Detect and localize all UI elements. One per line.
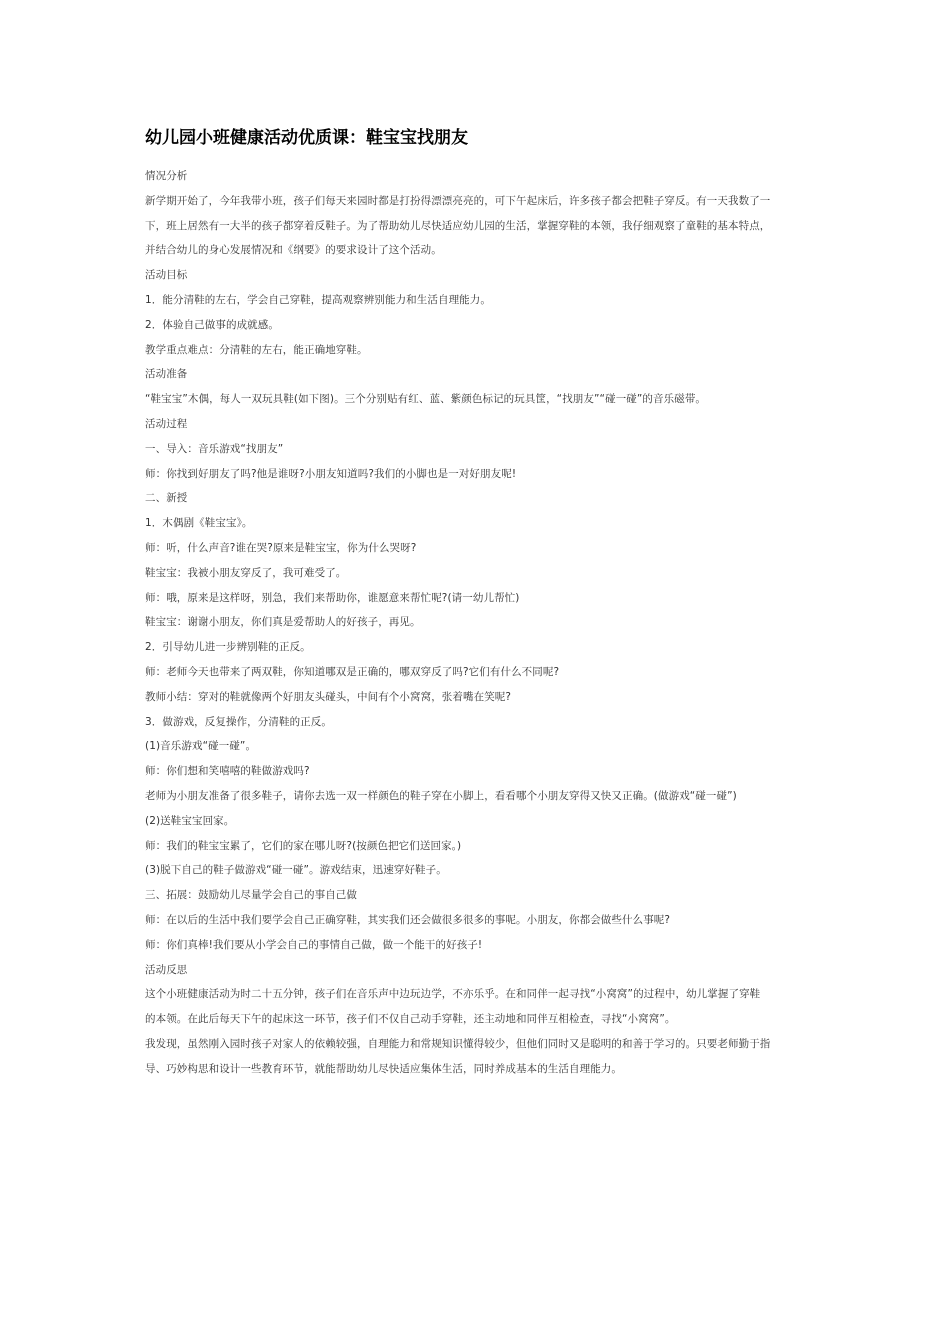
section-heading-goals: 活动目标	[145, 269, 188, 282]
paragraph-line: 下，班上居然有一大半的孩子都穿着反鞋子。为了帮助幼儿尽快适应幼儿园的生活，掌握穿鞋的本领，我仔细观察了童鞋的基本特点，	[145, 219, 771, 232]
paragraph-line: 三、拓展：鼓励幼儿尽量学会自己的事自己做	[145, 889, 357, 902]
paragraph-line: 这个小班健康活动为时二十五分钟，孩子们在音乐声中边玩边学，不亦乐乎。在和同伴一起寻找“小窝窝”的过程中，幼儿掌握了穿鞋	[145, 988, 761, 1001]
paragraph-line: 1．木偶剧《鞋宝宝》。	[145, 517, 253, 530]
paragraph-line: 二、新授	[145, 492, 188, 505]
paragraph-line: 1．能分清鞋的左右，学会自己穿鞋，提高观察辨别能力和生活自理能力。	[145, 293, 491, 306]
paragraph-line: 鞋宝宝：谢谢小朋友，你们真是爱帮助人的好孩子，再见。	[145, 616, 421, 629]
paragraph-line: 鞋宝宝：我被小朋友穿反了，我可难受了。	[145, 566, 347, 579]
paragraph-line: 2．体验自己做事的成就感。	[145, 318, 279, 331]
paragraph-line: “鞋宝宝”木偶，每人一双玩具鞋(如下图)。三个分别贴有红、蓝、紫颜色标记的玩具筐，“找朋友”“碰一碰”的音乐磁带。	[145, 393, 707, 406]
document-page	[145, 124, 810, 1081]
paragraph-line: 并结合幼儿的身心发展情况和《纲要》的要求设计了这个活动。	[145, 244, 442, 257]
paragraph-line: 2．引导幼儿进一步辨别鞋的正反。	[145, 641, 311, 654]
section-heading-process: 活动过程	[145, 417, 188, 430]
page-title: 幼儿园小班健康活动优质课：鞋宝宝找朋友	[145, 128, 468, 148]
paragraph-line: 师：你找到好朋友了吗?他是谁呀?小朋友知道吗?我们的小脚也是一对好朋友呢!	[145, 467, 517, 480]
paragraph-line: 的本领。在此后每天下午的起床这一环节，孩子们不仅自己动手穿鞋，还主动地和同伴互相检查，寻找“小窝窝”。	[145, 1013, 676, 1026]
paragraph-line: 一、导入：音乐游戏“找朋友”	[145, 442, 284, 455]
paragraph-line: 师：听，什么声音?谁在哭?原来是鞋宝宝，你为什么哭呀?	[145, 541, 417, 554]
paragraph-line: (1)音乐游戏“碰一碰”。	[145, 740, 257, 753]
paragraph-line: 师：哦，原来是这样呀，别急，我们来帮助你，谁愿意来帮忙呢?(请一幼儿帮忙)	[145, 591, 520, 604]
paragraph-line: 师：你们想和笑嘻嘻的鞋做游戏吗?	[145, 765, 310, 778]
paragraph-line: (2)送鞋宝宝回家。	[145, 814, 235, 827]
document-body	[145, 164, 810, 1081]
paragraph-line: (3)脱下自己的鞋子做游戏“碰一碰”。游戏结束，迅速穿好鞋子。	[145, 864, 447, 877]
section-heading-reflection: 活动反思	[145, 963, 188, 976]
section-heading-preparation: 活动准备	[145, 368, 188, 381]
paragraph-line: 师：你们真棒!我们要从小学会自己的事情自己做，做一个能干的好孩子!	[145, 938, 483, 951]
paragraph-line: 师：老师今天也带来了两双鞋，你知道哪双是正确的，哪双穿反了吗?它们有什么不同呢?	[145, 665, 560, 678]
paragraph-line: 教师小结：穿对的鞋就像两个好朋友头碰头，中间有个小窝窝，张着嘴在笑呢?	[145, 690, 512, 703]
paragraph-line: 教学重点难点：分清鞋的左右，能正确地穿鞋。	[145, 343, 368, 356]
section-heading-situation: 情况分析	[145, 170, 188, 182]
paragraph-line: 我发现，虽然刚入园时孩子对家人的依赖较强，自理能力和常规知识懂得较少，但他们同时又是聪明的和善于学习的。只要老师勤于指	[145, 1037, 771, 1050]
paragraph-line: 3．做游戏，反复操作，分清鞋的正反。	[145, 715, 332, 728]
paragraph-line: 师：我们的鞋宝宝累了，它们的家在哪儿呀?(按颜色把它们送回家。)	[145, 839, 462, 852]
paragraph-line: 新学期开始了，今年我带小班，孩子们每天来园时都是打扮得漂漂亮亮的，可下午起床后，许多孩子都会把鞋子穿反。有一天我数了一	[145, 194, 771, 207]
paragraph-line: 导、巧妙构思和设计一些教育环节，就能帮助幼儿尽快适应集体生活，同时养成基本的生活自理能力。	[145, 1062, 622, 1075]
paragraph-line: 老师为小朋友准备了很多鞋子，请你去选一双一样颜色的鞋子穿在小脚上，看看哪个小朋友穿得又快又正确。(做游戏“碰一碰”)	[145, 789, 737, 802]
paragraph-line: 师：在以后的生活中我们要学会自己正确穿鞋，其实我们还会做很多很多的事呢。小朋友，你都会做些什么事呢?	[145, 913, 671, 926]
